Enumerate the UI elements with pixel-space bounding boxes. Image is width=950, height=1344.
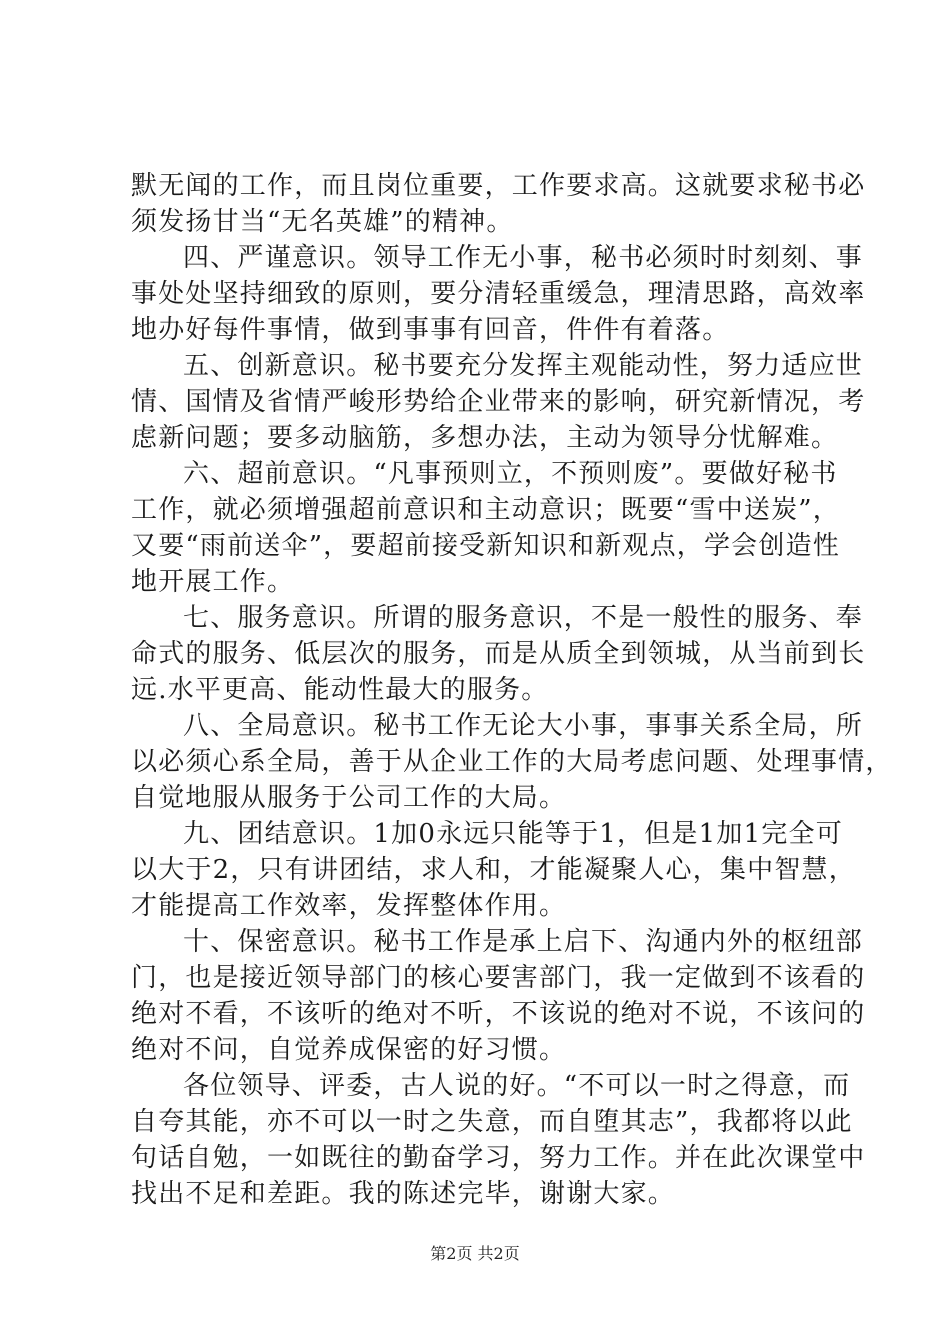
text-line: 六、超前意识。“凡事预则立，不预则废”。要做好秘书 (183, 459, 838, 489)
text-line: 句话自勉，一如既往的勤奋学习，努力工作。并在此次课堂中 (131, 1143, 866, 1173)
document-body (131, 168, 893, 1212)
text-line: 以大于2，只有讲团结，求人和，才能凝聚人心，集中智慧， (131, 855, 856, 885)
text-line: 以必须心系全局，善于从企业工作的大局考虑问题、处理事情， (131, 747, 893, 777)
paragraph (131, 240, 866, 348)
page-number: 第2页 共2页 (430, 1244, 520, 1263)
paragraph (131, 600, 866, 708)
text-line: 十、保密意识。秘书工作是承上启下、沟通内外的枢纽部 (183, 927, 864, 957)
text-line: 各位领导、评委，古人说的好。“不可以一时之得意，而 (183, 1071, 851, 1101)
text-line: 五、创新意识。秘书要充分发挥主观能动性，努力适应世 (183, 351, 864, 381)
text-line: 门，也是接近领导部门的核心要害部门，我一定做到不该看的 (131, 963, 866, 993)
paragraph (131, 816, 856, 924)
text-line: 远.水平更高、能动性最大的服务。 (131, 675, 549, 705)
text-line: 四、严谨意识。领导工作无小事，秘书必须时时刻刻、事 (183, 243, 864, 273)
text-line: 又要“雨前送伞”，要超前接受新知识和新观点，学会创造性 (131, 531, 840, 561)
paragraph (131, 1068, 866, 1212)
text-line: 地办好每件事情，做到事事有回音，件件有着落。 (131, 315, 730, 345)
text-line: 工作，就必须增强超前意识和主动意识；既要“雪中送炭”， (131, 495, 840, 525)
text-line: 九、团结意识。1加0永远只能等于1，但是1加1完全可 (183, 819, 843, 849)
text-line: 绝对不看，不该听的绝对不听，不该说的绝对不说，不该问的 (131, 999, 866, 1029)
text-line: 虑新问题；要多动脑筋，多想办法，主动为领导分忧解难。 (131, 423, 839, 453)
text-line: 命式的服务、低层次的服务，而是从质全到领城，从当前到长 (131, 639, 866, 669)
text-line: 七、服务意识。所谓的服务意识，不是一般性的服务、奉 (183, 603, 864, 633)
text-line: 默无闻的工作，而且岗位重要，工作要求高。这就要求秘书必 (131, 171, 866, 201)
text-line: 自夸其能，亦不可以一时之失意，而自堕其志”，我都将以此 (131, 1107, 853, 1137)
text-line: 找出不足和差距。我的陈述完毕，谢谢大家。 (131, 1179, 676, 1209)
paragraph (131, 708, 893, 816)
text-line: 自觉地服从服务于公司工作的大局。 (131, 783, 567, 813)
paragraph (131, 924, 866, 1068)
paragraph (131, 456, 840, 600)
text-line: 八、全局意识。秘书工作无论大小事，事事关系全局，所 (183, 711, 864, 741)
text-line: 情、国情及省情严峻形势给企业带来的影响，研究新情况，考 (131, 387, 866, 417)
text-line: 绝对不问，自觉养成保密的好习惯。 (131, 1035, 567, 1065)
text-line: 才能提高工作效率，发挥整体作用。 (131, 891, 567, 921)
text-line: 须发扬甘当“无名英雄”的精神。 (131, 207, 514, 237)
paragraph (131, 168, 866, 240)
paragraph (131, 348, 866, 456)
text-line: 地开展工作。 (131, 567, 295, 597)
text-line: 事处处坚持细致的原则，要分清轻重缓急，理清思路，高效率 (131, 279, 866, 309)
